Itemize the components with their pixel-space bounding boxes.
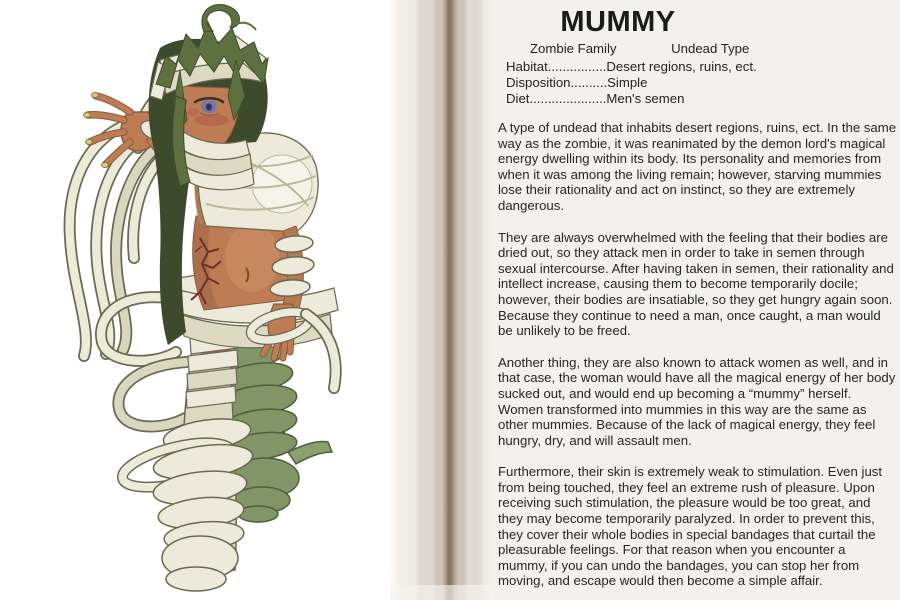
spine-bottom-fade [390,585,494,600]
book-spine [390,0,494,600]
page-title: MUMMY [560,6,676,38]
family-label: Zombie Family [530,41,617,56]
right-page [494,0,900,600]
ahoge [202,4,240,32]
left-page [0,0,390,600]
paragraph: A type of undead that inhabits desert regions, ruins, ect. In the same way as the zombie, it was reanimated by the demon lord's magical energy dwelling within its body. Its personality and memories from when it was among the living remain; however, starving mummies lose their rationality and act on instinct, so they are extremely dangerous. [498,120,897,213]
paragraph: Furthermore, their skin is extremely weak to stimulation. Even just from being touched, they feel an extreme rush of pleasure. Upon receiving such stimulation, the pleasure would be too great, and they may become temporarily paralyzed. In order to prevent this, they cover their whole bodies in special bandages that curtail the pleasurable feelings. For that reason when you encounter a mummy, if you can undo the bandages, you can stop her from moving, and escape would then become a simple affair. [498,464,883,589]
paragraph: They are always overwhelmed with the feeling that their bodies are dried out, so they attack men in order to take in semen through sexual intercourse. After having taken in semen, their rationality and intellect increase, causing them to become temporarily docile; however, their bodies are insatiable, so they get hungry again soon. Because they continue to need a man, once caught, a man would be unlikely to be freed. [498,229,894,339]
type-label: Undead Type [671,41,750,56]
stats-block [506,59,898,107]
stat-diet: Diet.....................Men's semen [506,91,685,106]
paragraph: Another thing, they are also known to attack women as well, and in that case, the woman would have all the magical energy of her body sucked out, and would end up becoming a “mummy” herself. Women transformed into mummies in this way are the same as other mummies. Because of the lack of magical energy, they feel hungry, dry, and will assault men. [498,354,896,448]
blush [195,114,229,126]
description-text [498,120,898,589]
stat-disposition: Disposition..........Simple [506,75,648,90]
stat-habitat: Habitat................Desert regions, ruins, ect. [506,59,757,74]
classification-row [498,41,898,56]
mummy-girl-illustration [0,0,390,600]
profile-content [494,0,900,589]
